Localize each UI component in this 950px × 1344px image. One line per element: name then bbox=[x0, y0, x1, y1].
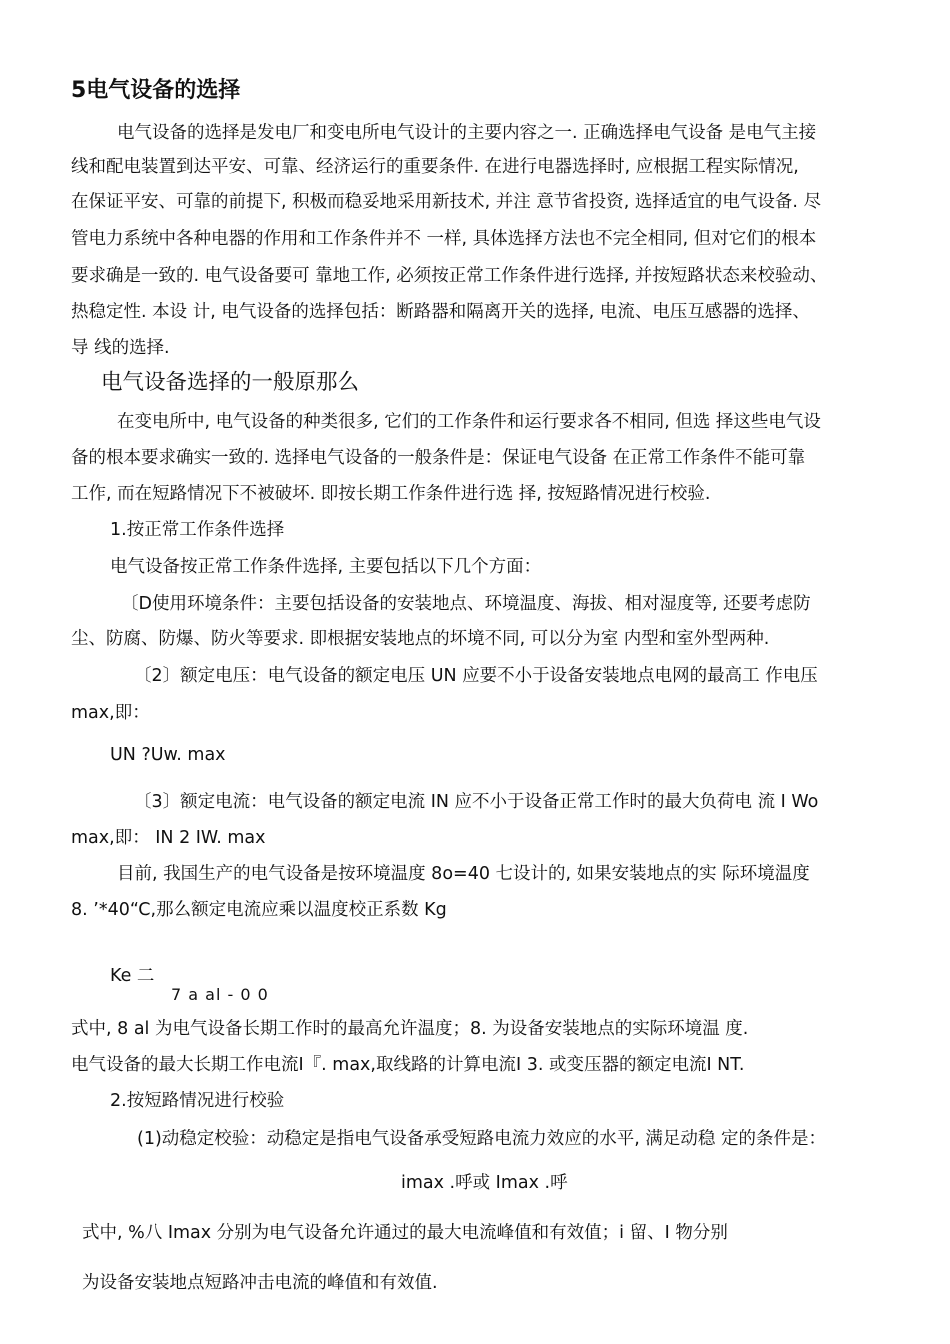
list-item-line: 〔2〕额定电压：电气设备的额定电压 UN 应要不小于设备安装地点电网的最高工 作电压 bbox=[134, 666, 818, 686]
paragraph-line: 为设备安装地点短路冲击电流的峰值和有效值. bbox=[82, 1273, 438, 1293]
list-item-line: max,即： IN 2 IW. max bbox=[71, 828, 266, 848]
paragraph-line: 管电力系统中各种电器的作用和工作条件并不 一样, 具体选择方法也不完全相同, 但对它们的根本 bbox=[71, 229, 817, 249]
subsection-title: 1.按正常工作条件选择 bbox=[110, 520, 285, 540]
list-item-line: 〔D使用环境条件：主要包括设备的安装地点、环境温度、海拔、相对湿度等, 还要考虑防 bbox=[121, 594, 811, 614]
subsection-title: 2.按短路情况进行校验 bbox=[110, 1091, 285, 1111]
paragraph-line: 目前, 我国生产的电气设备是按环境温度 8o=40 七设计的, 如果安装地点的实 际环境温度 bbox=[117, 864, 810, 884]
paragraph-line: 8. ’*40“C,那么额定电流应乘以温度校正系数 Kg bbox=[71, 900, 447, 920]
formula-left: Ke 二 bbox=[110, 966, 155, 986]
paragraph-line: 电气设备的最大长期工作电流I『. max,取线路的计算电流I 3. 或变压器的额定电流I NT. bbox=[71, 1055, 745, 1075]
paragraph-line: 备的根本要求确实一致的. 选择电气设备的一般条件是：保证电气设备 在正常工作条件不能可靠 bbox=[71, 448, 806, 468]
paragraph-line: 热稳定性. 本设 计, 电气设备的选择包括：断路器和隔离开关的选择, 电流、电压互感器的选择、 bbox=[71, 302, 810, 322]
formula-fraction: 7 a al - 0 0 bbox=[171, 985, 269, 1004]
formula: UN ?Uw. max bbox=[110, 745, 226, 765]
paragraph-line: 在变电所中, 电气设备的种类很多, 它们的工作条件和运行要求各不相同, 但选 择这些电气设 bbox=[117, 412, 821, 432]
list-item-line: 尘、防腐、防爆、防火等要求. 即根据安装地点的坏境不同, 可以分为室 内型和室外型两种. bbox=[71, 629, 770, 649]
list-item-line: 〔3〕额定电流：电气设备的额定电流 IN 应不小于设备正常工作时的最大负荷电 流 I Wo bbox=[134, 792, 819, 812]
paragraph-line: 式中, %八 Imax 分别为电气设备允许通过的最大电流峰值和有效值；i 留、I 物分别 bbox=[82, 1223, 728, 1243]
paragraph-line: 式中, 8 al 为电气设备长期工作时的最高允许温度；8. 为设备安装地点的实际环境温 度. bbox=[71, 1019, 749, 1039]
paragraph-line: 工作, 而在短路情况下不被破坏. 即按长期工作条件进行选 择, 按短路情况进行校验. bbox=[71, 484, 711, 504]
list-item-line: max,即： bbox=[71, 703, 150, 723]
paragraph-line: 在保证平安、可靠的前提下, 积极而稳妥地采用新技术, 并注 意节省投资, 选择适宜的电气设备. 尽 bbox=[71, 192, 822, 212]
paragraph-line: 电气设备的选择是发电厂和变电所电气设计的主要内容之一. 正确选择电气设备 是电气主接 bbox=[117, 123, 817, 143]
subsection-heading: 电气设备选择的一般原那么 bbox=[101, 370, 360, 395]
formula: imax .呼或 Imax .呼 bbox=[401, 1173, 568, 1193]
paragraph-line: 线和配电装置到达平安、可靠、经济运行的重要条件. 在进行电器选择时, 应根据工程实际情况, bbox=[71, 157, 799, 177]
paragraph-line: 导 线的选择. bbox=[71, 338, 170, 358]
paragraph-line: 电气设备按正常工作条件选择, 主要包括以下几个方面： bbox=[110, 557, 542, 577]
list-item-line: (1)动稳定校验：动稳定是指电气设备承受短路电流力效应的水平, 满足动稳 定的条件是： bbox=[137, 1129, 826, 1149]
paragraph-line: 要求确是一致的. 电气设备要可 靠地工作, 必须按正常工作条件进行选择, 并按短路状态来校验动、 bbox=[71, 266, 828, 286]
section-heading: 5电气设备的选择 bbox=[71, 78, 241, 103]
